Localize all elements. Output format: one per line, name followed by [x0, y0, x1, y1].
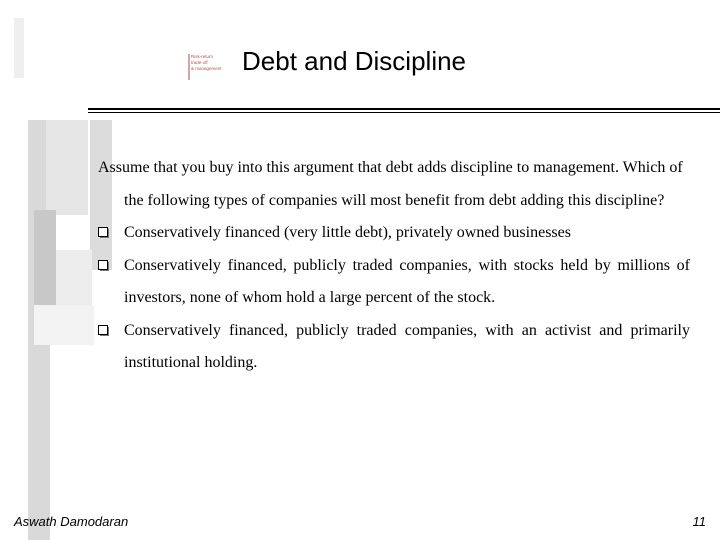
list-item — [98, 315, 690, 380]
slide-body — [98, 152, 690, 380]
decorative-panel — [56, 250, 92, 310]
decorative-panel — [46, 120, 88, 215]
decorative-panel — [34, 305, 94, 345]
logo-line: trade-off — [191, 60, 208, 65]
question-text: Assume that you buy into this argument that debt adds discipline to management. Which of the following types of companies will most benefit from debt adding this discipline? — [98, 159, 683, 209]
logo-line: Risk-return — [191, 54, 214, 59]
footer-author: Aswath Damodaran — [14, 514, 129, 529]
page-number: 11 — [692, 514, 706, 529]
slide-title: Debt and Discipline — [242, 46, 467, 76]
list-item — [98, 250, 690, 315]
list-item-text: Conservatively financed, publicly traded companies, with stocks held by millions of investors, none of whom hold a large percent of the stock. — [124, 256, 690, 306]
checkbox-bullet-icon — [98, 325, 108, 335]
checkbox-bullet-icon — [98, 260, 108, 270]
list-item-text: Conservatively financed (very little debt), privately owned businesses — [124, 224, 571, 241]
title-divider — [88, 108, 720, 110]
answer-list — [98, 217, 690, 380]
decorative-panel — [34, 210, 56, 305]
list-item — [98, 217, 690, 250]
logo-line: & management — [191, 66, 222, 71]
slide-logo — [191, 54, 222, 80]
checkbox-bullet-icon — [98, 227, 108, 237]
list-item-text: Conservatively financed, publicly traded companies, with an activist and primarily institutional holding. — [124, 321, 690, 371]
title-divider-thin — [88, 112, 720, 113]
decorative-panel — [14, 18, 24, 78]
logo-rule — [188, 54, 190, 80]
